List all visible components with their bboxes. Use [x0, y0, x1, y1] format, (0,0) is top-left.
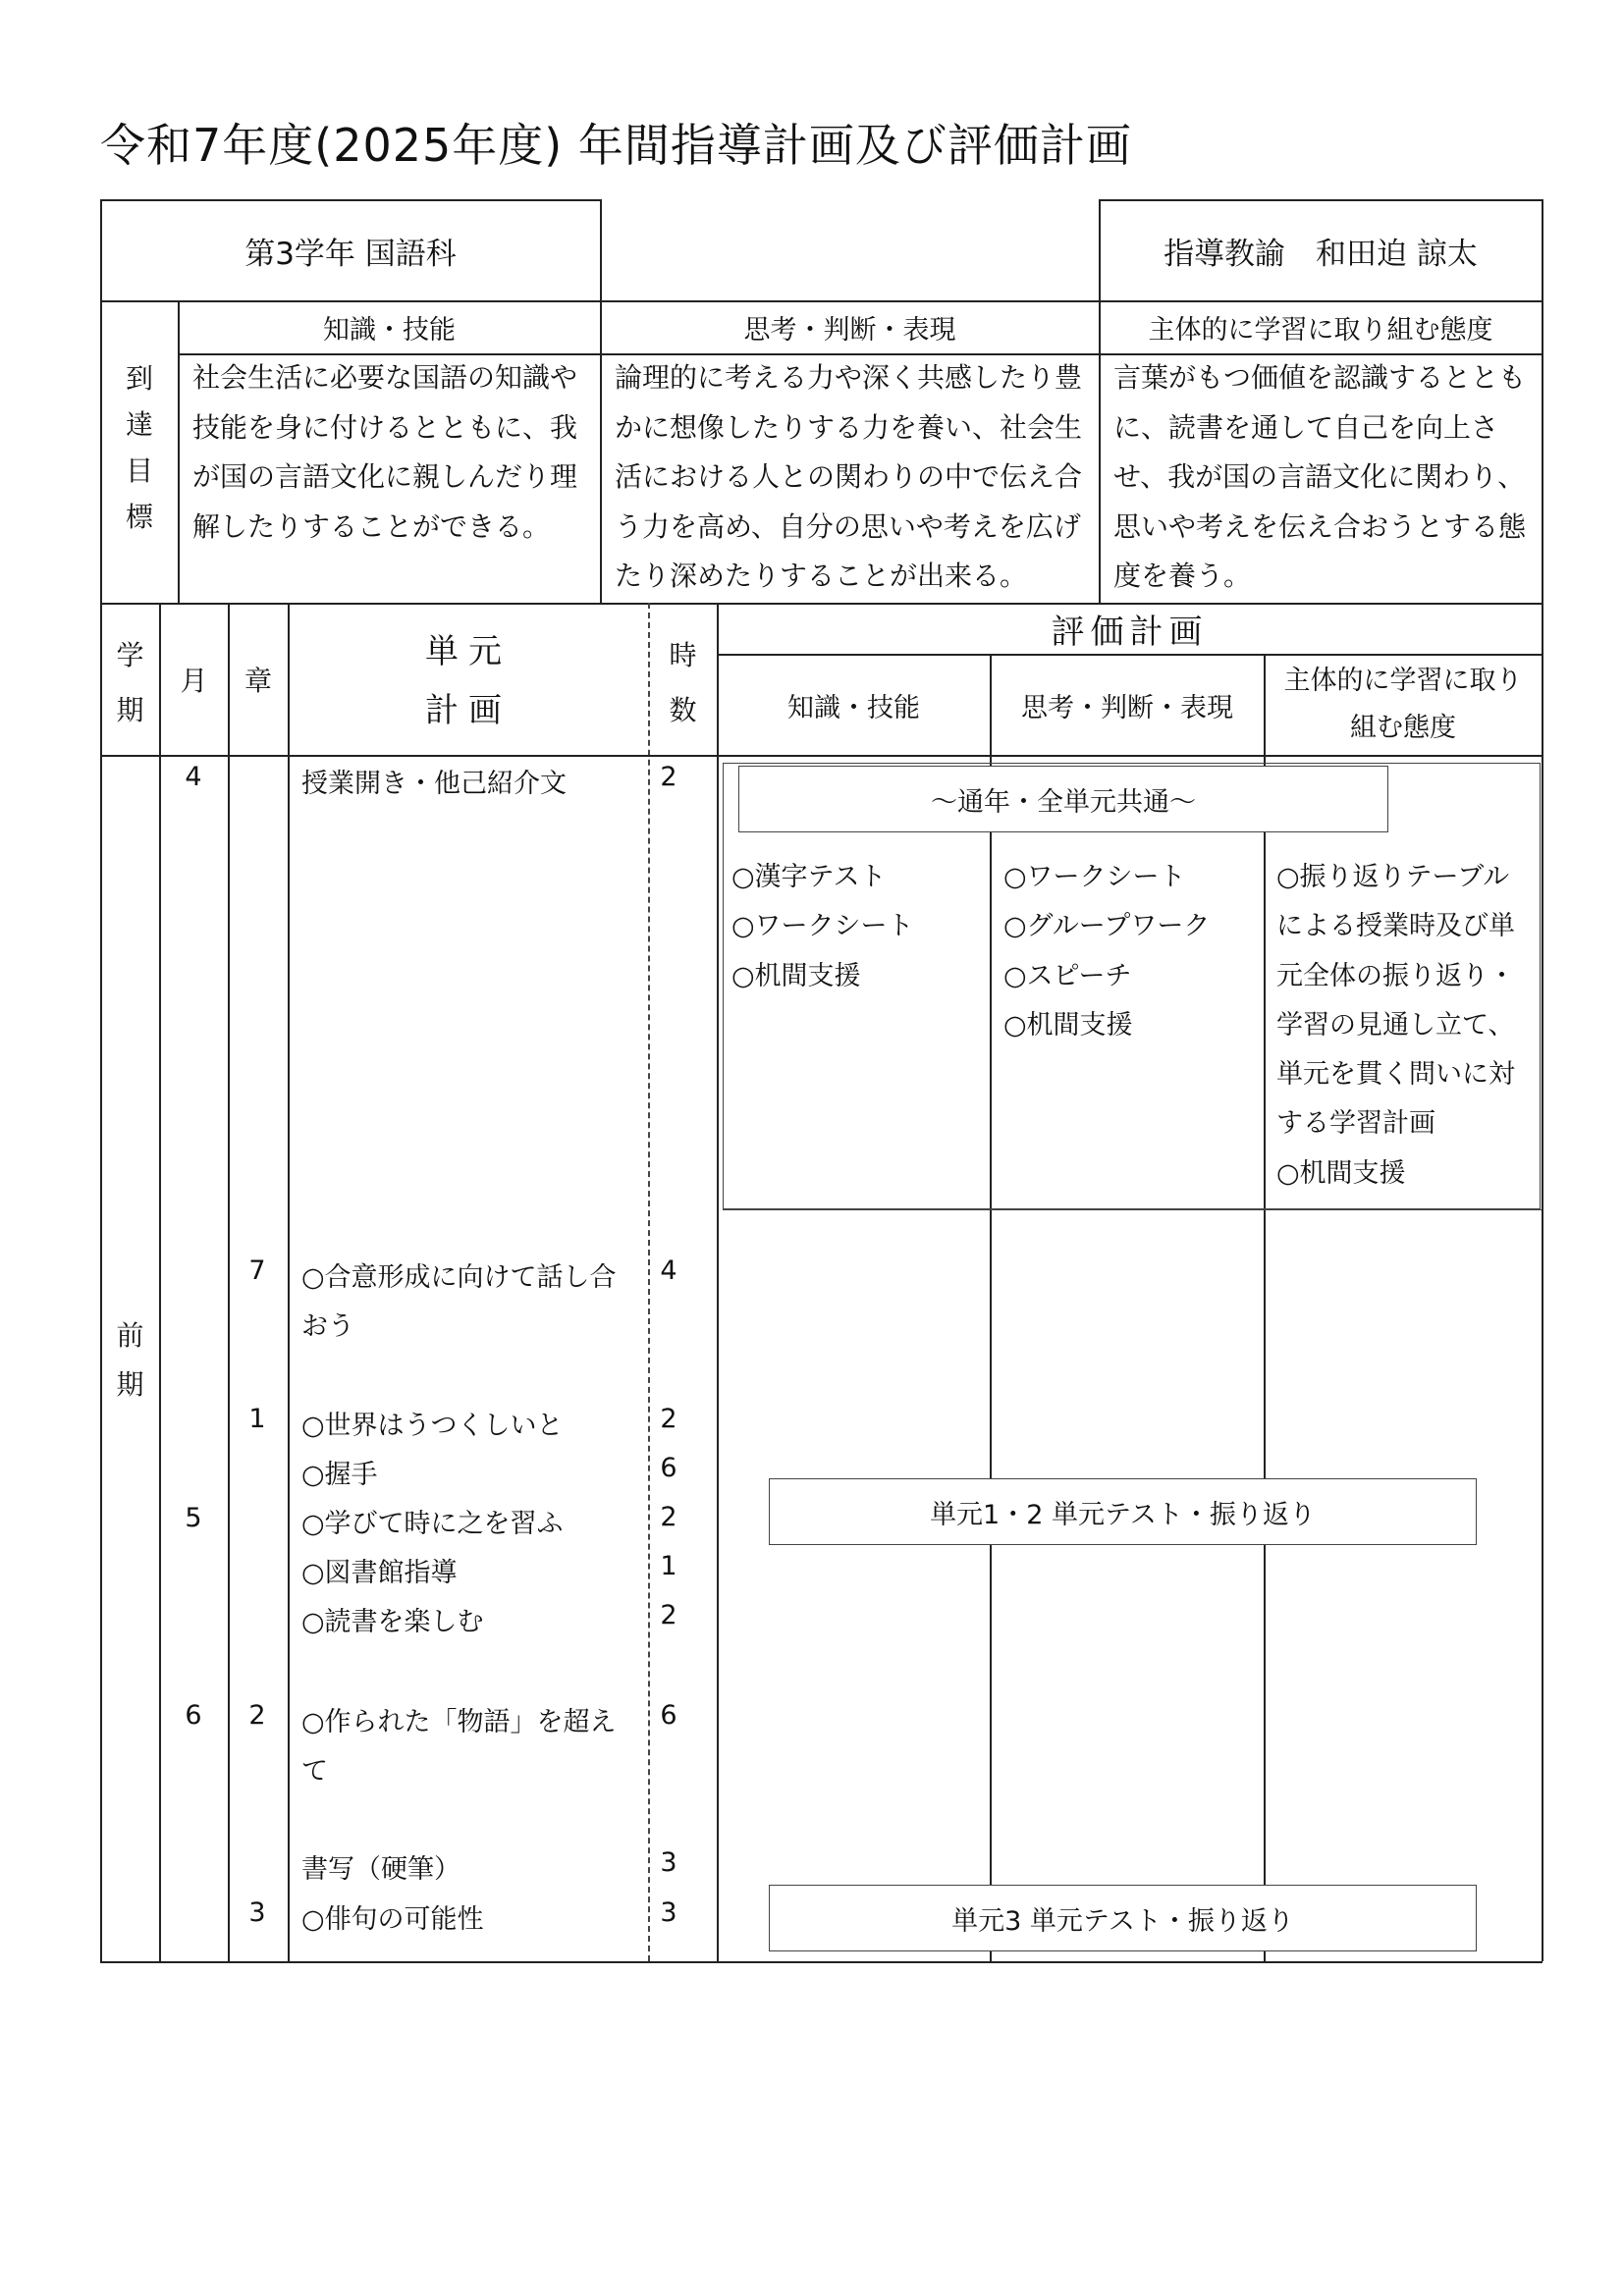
month-4: 4 — [185, 762, 202, 792]
hours-cell: 6 — [660, 1700, 677, 1731]
goal-heading-knowledge: 知識・技能 — [323, 315, 456, 346]
chapter-cell: 3 — [248, 1897, 266, 1928]
common-list-attitude: ○振り返りテーブル による授業時及び単 元全体の振り返り・ 学習の見通し立て、 単元を貫く問いに対 する学習計画 ○机間支援 — [1276, 862, 1515, 1189]
unit-row: ○合意形成に向けて話し合 — [301, 1262, 617, 1293]
term-header: 学 期 — [116, 639, 144, 726]
unit-row: 授業開き・他己紹介文 — [301, 769, 567, 799]
hours-cell: 2 — [660, 1600, 677, 1630]
month-5: 5 — [185, 1503, 202, 1533]
unit-plan-header: 単元 計画 — [425, 632, 512, 730]
unit-row: ○握手 — [301, 1460, 378, 1490]
eval-col-thinking: 思考・判断・表現 — [1021, 692, 1233, 723]
unit-row: ○俳句の可能性 — [301, 1904, 484, 1935]
goal-heading-attitude: 主体的に学習に取り組む態度 — [1148, 315, 1493, 346]
chapter-cell: 1 — [248, 1404, 266, 1434]
hours-cell: 3 — [660, 1847, 677, 1878]
unit-test-3: 単元3 単元テスト・振り返り — [769, 1885, 1477, 1951]
goal-heading-thinking: 思考・判断・表現 — [743, 315, 956, 346]
hours-cell: 4 — [660, 1255, 677, 1286]
goal-text-thinking: 論理的に考える力や深く共感したり豊かに想像したりする力を養い、社会生活における人との関わりの中で伝え合う力を高め、自分の思いや考えを広げたり深めたりすることが出来る。 — [615, 361, 1083, 592]
goal-text-knowledge: 社会生活に必要な国語の知識や技能を身に付けるとともに、我が国の言語文化に親しんだり理解したりすることができる。 — [192, 361, 578, 543]
teacher-name: 指導教諭 和田迫 諒太 — [1164, 236, 1478, 272]
unit-row: ○学びて時に之を習ふ — [301, 1509, 564, 1539]
grade-subject: 第3学年 国語科 — [244, 236, 457, 272]
hours-header: 時 数 — [669, 639, 697, 726]
unit-row-cont: て — [301, 1756, 328, 1787]
hours-cell: 2 — [660, 762, 677, 792]
chapter-cell: 7 — [248, 1255, 266, 1286]
unit-row: 書写（硬筆） — [301, 1854, 460, 1885]
hours-cell: 6 — [660, 1453, 677, 1483]
common-list-thinking: ○ワークシート ○グループワーク ○スピーチ ○机間支援 — [1003, 862, 1211, 1041]
hours-cell: 2 — [660, 1502, 677, 1532]
common-list-knowledge: ○漢字テスト ○ワークシート ○机間支援 — [731, 862, 914, 991]
month-6: 6 — [185, 1700, 202, 1731]
month-header: 月 — [180, 665, 208, 697]
eval-col-knowledge: 知識・技能 — [787, 692, 920, 723]
unit-row: ○世界はうつくしいと — [301, 1411, 564, 1441]
unit-row: ○図書館指導 — [301, 1558, 458, 1588]
unit-row: ○読書を楽しむ — [301, 1607, 484, 1637]
unit-test-1-2: 単元1・2 単元テスト・振り返り — [769, 1478, 1477, 1545]
hours-cell: 3 — [660, 1897, 677, 1928]
unit-row-cont: おう — [301, 1311, 354, 1342]
common-banner: ～通年・全単元共通～ — [738, 766, 1388, 832]
eval-plan-title: 評価計画 — [1051, 613, 1209, 652]
page-title: 令和7年度(2025年度) 年間指導計画及び評価計画 — [100, 119, 1132, 172]
unit-row: ○作られた「物語」を超え — [301, 1707, 617, 1737]
hours-cell: 2 — [660, 1404, 677, 1434]
hours-cell: 1 — [660, 1551, 677, 1581]
chapter-cell: 2 — [248, 1700, 266, 1731]
term-first: 前 期 — [116, 1319, 144, 1401]
goals-label: 到 達 目 標 — [125, 362, 153, 533]
eval-col-attitude: 主体的に学習に取り組む態度 — [1283, 666, 1523, 743]
goal-text-attitude: 言葉がもつ価値を認識するとともに、読書を通して自己を向上させ、我が国の言語文化に関わり、思いや考えを伝え合おうとする態度を養う。 — [1113, 361, 1527, 592]
chapter-header: 章 — [244, 665, 272, 697]
